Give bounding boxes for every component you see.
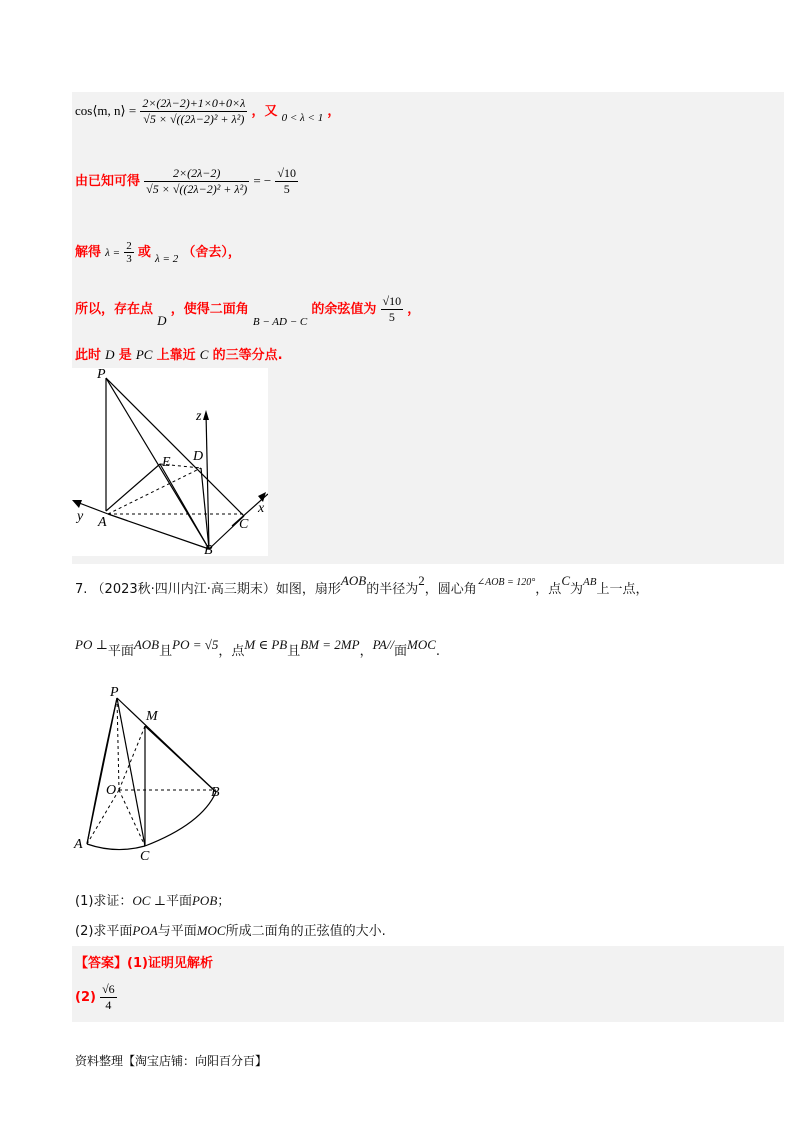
oc-perp: OC ⊥ <box>132 893 166 908</box>
given-line <box>75 166 298 197</box>
label-x: x <box>258 501 265 516</box>
given-prefix: 由已知可得 <box>75 174 141 189</box>
q1-plane: 平面 <box>165 894 192 909</box>
problem-t5: 上一点， <box>596 582 649 597</box>
problem-number: 7. <box>75 582 88 597</box>
sector-aob: AOB <box>340 573 367 588</box>
answer-line-2 <box>75 982 117 1013</box>
plane-poa: POA <box>132 923 158 938</box>
problem-t2: ，圆心角 <box>424 582 477 597</box>
trisection-t4: 的三等分点. <box>212 348 283 363</box>
label-z: z <box>196 409 202 424</box>
result-fraction <box>275 166 298 197</box>
problem-t4: 为 <box>569 582 583 597</box>
cone-figure <box>72 684 232 864</box>
problem-t3: ，点 <box>535 582 562 597</box>
cos-value-den: 5 <box>388 310 395 324</box>
dihedral-angle: B − AD − C <box>252 316 308 328</box>
frac-den: 3 <box>126 253 132 265</box>
plane-aob: AOB <box>133 637 160 652</box>
you-text: ，又 <box>251 104 278 119</box>
frac-num: 2 <box>126 240 132 252</box>
label-A: A <box>98 515 107 530</box>
cos-lhs: cos⟨m, n⟩ = <box>75 103 137 118</box>
label-P: P <box>97 368 106 382</box>
point-c: C <box>199 347 209 362</box>
solve-line <box>75 240 241 265</box>
q1-end: ； <box>217 894 231 909</box>
conclusion-end: ， <box>407 302 421 317</box>
bm-ratio: BM = 2MP <box>300 637 360 652</box>
q2-prefix: (2)求平面 <box>75 924 133 939</box>
problem-source: （2023秋·四川内江·高三期末）如图，扇形 <box>91 582 341 597</box>
segment-pc: PC <box>135 347 153 362</box>
lambda-two: λ = 2 <box>155 253 179 265</box>
solve-prefix: 解得 <box>75 245 102 260</box>
pyramid-figure <box>72 368 268 556</box>
m-on-pb: M ∈ PB <box>244 637 288 652</box>
cos-value-num: √10 <box>382 294 402 308</box>
lambda-range: 0 < λ < 1 <box>281 112 324 124</box>
conclusion-line <box>75 294 421 328</box>
trisection-t2: 是 <box>118 348 132 363</box>
period: . <box>435 644 441 659</box>
plane-pob: POB <box>191 893 218 908</box>
pa-parallel: PA// <box>372 637 395 652</box>
equals-minus: = − <box>253 173 272 188</box>
face-moc: MOC <box>407 637 436 652</box>
problem7-line2 <box>75 637 441 659</box>
face-text: 面 <box>394 644 408 659</box>
question-1 <box>75 890 230 909</box>
answer-num: √6 <box>102 982 115 996</box>
point-d: D <box>157 313 167 328</box>
central-angle: ∠AOB = 120° <box>476 577 536 588</box>
conclusion-t2: ，使得二面角 <box>170 302 249 317</box>
conclusion-t3: 的余弦值为 <box>311 302 377 317</box>
result-numerator: √10 <box>277 166 296 180</box>
point-c-7: C <box>561 573 570 588</box>
label-M: M <box>146 709 158 724</box>
label-O: O <box>106 783 117 798</box>
q2-mid: 与平面 <box>157 924 197 939</box>
cos-fraction <box>140 96 247 127</box>
lambda-eq: λ = <box>105 247 121 259</box>
label-E: E <box>162 455 171 470</box>
label-A-2: A <box>74 837 83 852</box>
conclusion-t1: 所以，存在点 <box>75 302 154 317</box>
given-numerator: 2×(2λ−2) <box>144 166 249 182</box>
answer-tag: 【答案】 <box>75 956 128 971</box>
q1-prefix: (1)求证： <box>75 894 133 909</box>
label-D: D <box>193 449 204 464</box>
problem-t1: 的半径为 <box>366 582 419 597</box>
and-text-2: 且 <box>287 644 301 659</box>
radius: 2 <box>418 573 425 588</box>
two-thirds <box>124 240 134 265</box>
given-denominator: √5 × √((2λ−2)² + λ²) <box>146 182 248 196</box>
arc-ab: AB <box>583 576 597 588</box>
answer-den: 4 <box>105 998 112 1012</box>
point-text: ，点 <box>218 644 245 659</box>
answer-line-1 <box>75 952 213 971</box>
question-2 <box>75 920 386 939</box>
label-B: B <box>204 543 213 556</box>
given-fraction <box>144 166 249 197</box>
trisection-t1: 此时 <box>75 348 102 363</box>
answer-2-prefix: (2) <box>75 990 96 1005</box>
trisection-t3: 上靠近 <box>156 348 196 363</box>
po-length: PO = √5 <box>172 637 219 652</box>
cos-denominator: √5 × √((2λ−2)² + λ²) <box>143 112 245 126</box>
answer-fraction <box>100 982 117 1013</box>
or-text: 或 <box>137 245 151 260</box>
label-C: C <box>239 517 249 532</box>
plane-text: 平面 <box>107 644 134 659</box>
trisection-line <box>75 344 283 363</box>
point-d-2: D <box>105 347 115 362</box>
cos-value <box>381 294 404 325</box>
plane-moc: MOC <box>196 923 226 938</box>
q2-end: 所成二面角的正弦值的大小. <box>225 924 386 939</box>
po-perp: PO ⊥ <box>75 637 108 652</box>
label-P-2: P <box>110 685 119 700</box>
label-y: y <box>77 509 84 524</box>
problem7-line1 <box>75 573 649 597</box>
comma-2: ， <box>359 644 373 659</box>
result-denominator: 5 <box>283 182 290 196</box>
label-B-2: B <box>211 785 220 800</box>
label-C-2: C <box>140 849 150 864</box>
discard-text: （舍去）， <box>182 245 241 260</box>
comma: ， <box>327 104 341 119</box>
and-text: 且 <box>159 644 173 659</box>
answer-1: (1)证明见解析 <box>127 956 213 971</box>
footer-credit: 资料整理【淘宝店铺：向阳百分百】 <box>75 1054 268 1068</box>
cos-formula-line <box>75 96 340 127</box>
cos-numerator: 2×(2λ−2)+1×0+0×λ <box>142 96 246 110</box>
